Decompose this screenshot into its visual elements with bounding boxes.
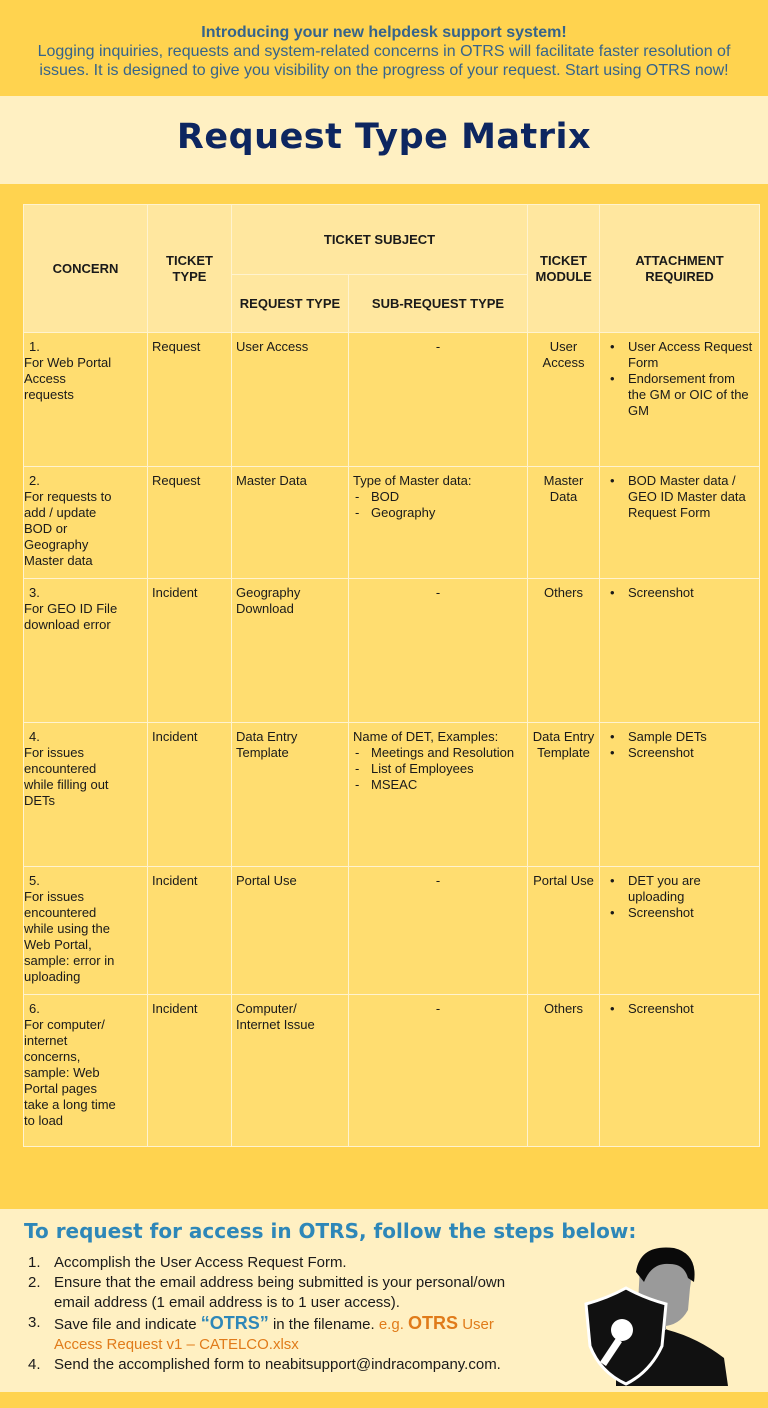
- sub-request-cell: [349, 723, 528, 867]
- concern-text: For requests to add / update BOD or Geography Master data: [24, 489, 112, 568]
- request-type-matrix: [23, 204, 760, 1147]
- page-title: Request Type Matrix: [176, 117, 592, 157]
- sub-request-list: [353, 745, 523, 793]
- attachment-list: [600, 585, 755, 601]
- title-bar: [0, 96, 768, 184]
- attachment-item: • Sample DETs: [600, 729, 755, 745]
- intro-heading: Introducing your new helpdesk support system!: [201, 24, 567, 41]
- header-ticket-module: TICKET MODULE: [528, 205, 600, 333]
- sub-request-item: - Meetings and Resolution: [353, 745, 523, 761]
- ticket-type-cell: Incident: [148, 579, 232, 723]
- request-type-cell: Master Data: [232, 467, 349, 579]
- sub-request-type: -: [435, 1001, 441, 1016]
- ticket-type-cell: Request: [148, 333, 232, 467]
- table-row: [24, 867, 760, 995]
- row-number: 1.: [29, 339, 40, 354]
- header-concern: CONCERN: [24, 205, 148, 333]
- ticket-module-cell: Data Entry Template: [528, 723, 600, 867]
- attachment-list: [600, 729, 755, 761]
- header-ticket-subject: TICKET SUBJECT: [232, 205, 528, 275]
- sub-request-type: -: [435, 585, 441, 600]
- header-sub-request-type: SUB-REQUEST TYPE: [349, 275, 528, 333]
- request-type-cell: Computer/ Internet Issue: [232, 995, 349, 1147]
- concern-text: For issues encountered while using the Web Portal, sample: error in uploading: [24, 889, 115, 984]
- request-type-cell: User Access: [232, 333, 349, 467]
- attachment-item: • DET you are uploading: [600, 873, 755, 905]
- sub-request-list: [353, 489, 523, 521]
- row-number: 6.: [29, 1001, 40, 1016]
- ticket-type-cell: Incident: [148, 995, 232, 1147]
- step-4: 4. Send the accomplished form to neabitsupport@indracompany.com.: [28, 1356, 501, 1373]
- attachment-cell: [600, 333, 760, 467]
- request-type-cell: Portal Use: [232, 867, 349, 995]
- attachment-item: • Screenshot: [600, 585, 755, 601]
- step-2: 2. Ensure that the email address being submitted is your personal/own email address (1 email address is to 1 user access).: [28, 1274, 506, 1311]
- table-row: [24, 579, 760, 723]
- concern-text: For issues encountered while filling out DETs: [24, 745, 109, 808]
- attachment-list: [600, 339, 755, 419]
- attachment-cell: [600, 579, 760, 723]
- attachment-list: [600, 473, 755, 521]
- concern-cell: [24, 723, 148, 867]
- row-number: 2.: [29, 473, 40, 488]
- attachment-item: • User Access Request Form: [600, 339, 755, 371]
- ticket-module-cell: Others: [528, 579, 600, 723]
- header-attachment: ATTACHMENT REQUIRED: [600, 205, 760, 333]
- table-row: [24, 333, 760, 467]
- intro-banner: [0, 0, 768, 96]
- user-shield-icon: [578, 1238, 730, 1386]
- example-filename: User Access Request v1 – CATELCO.xlsx: [54, 1316, 494, 1353]
- sub-request-type: -: [435, 873, 441, 888]
- intro-body: Logging inquiries, requests and system-related concerns in OTRS will facilitate faster resolution of issues. It is designed to give you visibility on the progress of your request. Start using OTRS now!: [37, 43, 731, 79]
- ticket-module-cell: User Access: [528, 333, 600, 467]
- sub-request-cell: [349, 467, 528, 579]
- request-type-cell: Data Entry Template: [232, 723, 349, 867]
- sub-request-cell: [349, 333, 528, 467]
- sub-request-cell: [349, 579, 528, 723]
- attachment-cell: [600, 467, 760, 579]
- sub-request-intro: Type of Master data:: [353, 473, 472, 488]
- step-1: 1. Accomplish the User Access Request Form.: [28, 1254, 347, 1271]
- step-3: 3. Save file and indicate “OTRS” in the filename. e.g. OTRS User Access Request v1 – CATELCO.xlsx: [28, 1313, 494, 1353]
- concern-text: For Web Portal Access requests: [24, 355, 112, 402]
- otrs-keyword: OTRS: [408, 1313, 459, 1333]
- attachment-item: • Screenshot: [600, 745, 755, 761]
- header-request-type: REQUEST TYPE: [232, 275, 349, 333]
- concern-cell: [24, 579, 148, 723]
- concern-cell: [24, 467, 148, 579]
- concern-cell: [24, 867, 148, 995]
- ticket-type-cell: Incident: [148, 867, 232, 995]
- attachment-cell: [600, 867, 760, 995]
- sub-request-type: -: [435, 339, 441, 354]
- concern-cell: [24, 333, 148, 467]
- ticket-type-cell: Request: [148, 467, 232, 579]
- attachment-cell: [600, 995, 760, 1147]
- attachment-item: • Screenshot: [600, 905, 755, 921]
- sub-request-item: - Geography: [353, 505, 523, 521]
- sub-request-intro: Name of DET, Examples:: [353, 729, 499, 744]
- steps-list: [24, 1253, 544, 1375]
- sub-request-item: - List of Employees: [353, 761, 523, 777]
- concern-cell: [24, 995, 148, 1147]
- sub-request-item: - MSEAC: [353, 777, 523, 793]
- concern-text: For GEO ID File download error: [24, 601, 118, 632]
- steps-heading: To request for access in OTRS, follow the steps below:: [24, 1219, 637, 1243]
- request-type-cell: Geography Download: [232, 579, 349, 723]
- attachment-list: [600, 873, 755, 921]
- sub-request-cell: [349, 995, 528, 1147]
- row-number: 5.: [29, 873, 40, 888]
- attachment-item: • Endorsement from the GM or OIC of the GM: [600, 371, 755, 419]
- attachment-cell: [600, 723, 760, 867]
- sub-request-item: - BOD: [353, 489, 523, 505]
- ticket-module-cell: Others: [528, 995, 600, 1147]
- table-row: [24, 723, 760, 867]
- attachment-item: • Screenshot: [600, 1001, 755, 1017]
- row-number: 3.: [29, 585, 40, 600]
- table-row: [24, 995, 760, 1147]
- row-number: 4.: [29, 729, 40, 744]
- ticket-module-cell: Master Data: [528, 467, 600, 579]
- attachment-item: • BOD Master data / GEO ID Master data Request Form: [600, 473, 755, 521]
- ticket-module-cell: Portal Use: [528, 867, 600, 995]
- table-row: [24, 467, 760, 579]
- attachment-list: [600, 1001, 755, 1017]
- otrs-quoted: “OTRS”: [200, 1313, 269, 1333]
- ticket-type-cell: Incident: [148, 723, 232, 867]
- header-ticket-type: TICKET TYPE: [148, 205, 232, 333]
- concern-text: For computer/ internet concerns, sample: Web Portal pages take a long time to load: [24, 1017, 116, 1128]
- sub-request-cell: [349, 867, 528, 995]
